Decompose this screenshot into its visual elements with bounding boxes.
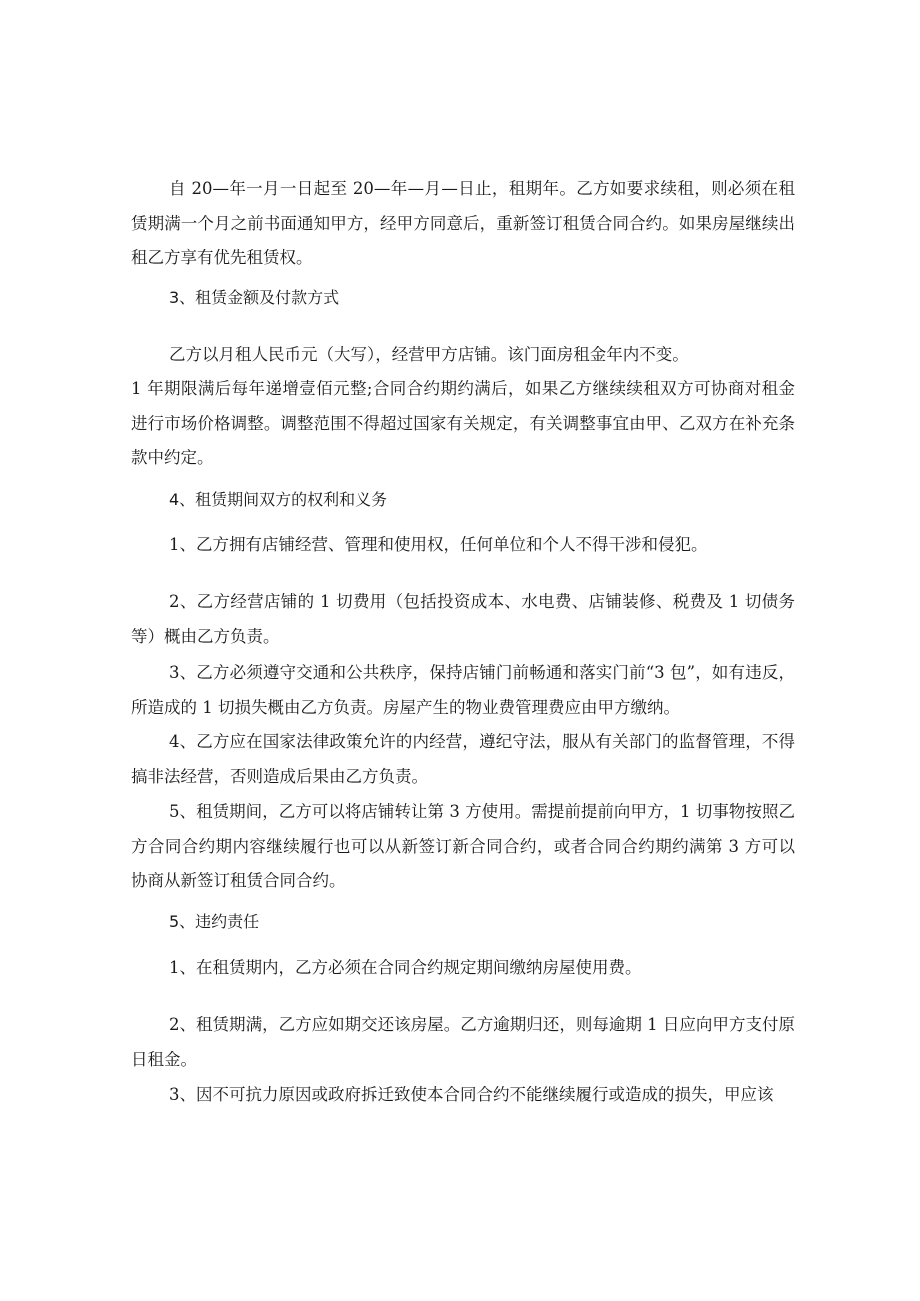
paragraph-duty-4: 4、乙方应在国家法律政策允许的内经营，遵纪守法，服从有关部门的监督管理，不得搞非法经营，否则造成后果由乙方负责。 — [131, 732, 795, 786]
paragraph-breach-3: 3、因不可抗力原因或政府拆迁致使本合同合约不能继续履行或造成的损失，甲应该 — [169, 1085, 774, 1104]
section-heading-4: 4、租赁期间双方的权利和义务 — [169, 490, 388, 509]
section-heading-3: 3、租赁金额及付款方式 — [169, 288, 340, 307]
paragraph-duty-3: 3、乙方必须遵守交通和公共秩序，保持店铺门前畅通和落实门前“3 包”，如有违反，所造成的 1 切损失概由乙方负责。房屋产生的物业费管理费应由甲方缴纳。 — [131, 663, 795, 717]
paragraph-right-1: 1、乙方拥有店铺经营、管理和使用权，任何单位和个人不得干涉和侵犯。 — [169, 535, 708, 554]
paragraph-duty-2: 2、乙方经营店铺的 1 切费用（包括投资成本、水电费、店铺装修、税费及 1 切债务等）概由乙方负责。 — [131, 592, 795, 646]
paragraph-duty-5: 5、租赁期间，乙方可以将店铺转让第 3 方使用。需提前提前向甲方，1 切事物按照乙方合同合约期内容继续履行也可以从新签订新合同合约，或者合同合约期约满第 3 方可以协商从新签订租赁合同合约。 — [131, 802, 795, 890]
section-heading-5: 5、违约责任 — [169, 912, 260, 931]
paragraph-breach-1: 1、在租赁期内，乙方必须在合同合约规定期间缴纳房屋使用费。 — [169, 958, 642, 977]
paragraph-lease-term: 自 20—年一月一日起至 20—年—月—日止，租期年。乙方如要求续租，则必须在租赁期满一个月之前书面通知甲方，经甲方同意后，重新签订租赁合同合约。如果房屋继续出租乙方享有优先租赁权。 — [131, 179, 795, 267]
paragraph-rent-amount: 乙方以月租人民币元（大写），经营甲方店铺。该门面房租金年内不变。 — [169, 345, 689, 364]
paragraph-breach-2: 2、租赁期满，乙方应如期交还该房屋。乙方逾期归还，则每逾期 1 日应向甲方支付原日租金。 — [131, 1015, 795, 1069]
paragraph-rent-increase: 1 年期限满后每年递增壹佰元整;合同合约期约满后，如果乙方继续续租双方可协商对租金进行市场价格调整。调整范围不得超过国家有关规定，有关调整事宜由甲、乙双方在补充条款中约定。 — [131, 379, 795, 467]
